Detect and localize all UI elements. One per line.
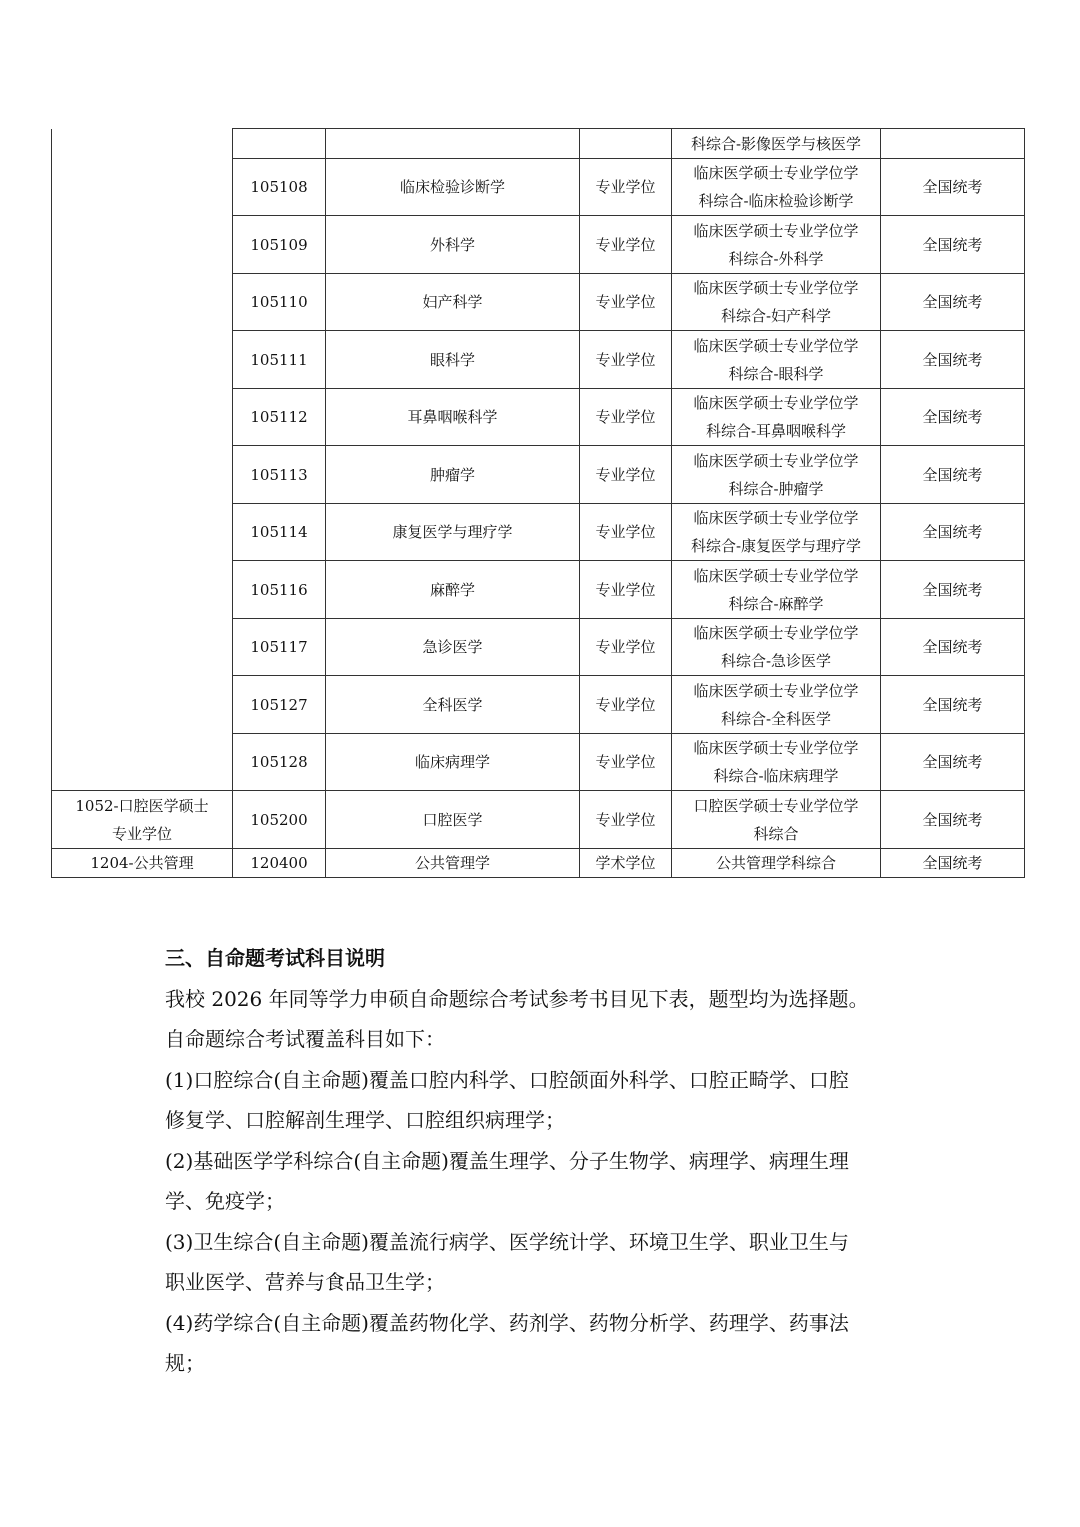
section-line: (1)口腔综合(自主命题)覆盖口腔内科学、口腔颌面外科学、口腔正畸学、口腔 <box>165 1067 849 1092</box>
exam-mode-cell: 全国统考 <box>881 561 1025 619</box>
type-cell: 专业学位 <box>580 389 672 446</box>
code-cell: 105113 <box>233 446 326 504</box>
cell-line: 临床医学硕士专业学位学 <box>693 221 859 240</box>
name-cell: 全科医学 <box>326 676 580 734</box>
cell-line: 临床医学硕士专业学位学 <box>693 624 859 642</box>
majors-table <box>51 128 1025 878</box>
name-cell: 急诊医学 <box>326 619 580 676</box>
exam-mode-cell: 全国统考 <box>881 389 1025 446</box>
exam-subject-cell: 公共管理学科综合 <box>672 849 881 878</box>
cell-line: 1052-口腔医学硕士 <box>75 796 209 815</box>
exam-mode-cell: 全国统考 <box>881 791 1025 849</box>
section-line: 规； <box>165 1351 205 1375</box>
category-cell <box>52 791 233 849</box>
section-line: 自命题综合考试覆盖科目如下： <box>165 1027 445 1051</box>
cell-line: 科综合-临床病理学 <box>713 767 839 785</box>
exam-mode-cell <box>881 129 1025 159</box>
exam-mode-cell: 全国统考 <box>881 849 1025 878</box>
cell-line: 科综合-妇产科学 <box>720 307 832 325</box>
exam-subject-cell <box>672 791 881 849</box>
type-cell: 专业学位 <box>580 216 672 274</box>
exam-mode-cell: 全国统考 <box>881 331 1025 389</box>
code-cell: 105111 <box>233 331 326 389</box>
cell-line: 临床医学硕士专业学位学 <box>693 509 859 527</box>
type-cell: 专业学位 <box>580 676 672 734</box>
cell-line: 临床医学硕士专业学位学 <box>693 739 859 757</box>
exam-subject-cell <box>672 561 881 619</box>
code-cell: 105127 <box>233 676 326 734</box>
exam-mode-cell: 全国统考 <box>881 216 1025 274</box>
majors-table-body <box>52 129 1025 878</box>
code-cell: 105116 <box>233 561 326 619</box>
type-cell: 专业学位 <box>580 446 672 504</box>
cell-line: 科综合-全科医学 <box>720 709 832 728</box>
exam-subject-cell <box>672 504 881 561</box>
exam-mode-cell: 全国统考 <box>881 504 1025 561</box>
type-cell: 专业学位 <box>580 504 672 561</box>
table-row-continued <box>52 129 1025 159</box>
type-cell: 专业学位 <box>580 619 672 676</box>
exam-mode-cell: 全国统考 <box>881 159 1025 216</box>
exam-subject-cell <box>672 331 881 389</box>
name-cell: 眼科学 <box>326 331 580 389</box>
exam-subject-cell <box>672 159 881 216</box>
cell-line: 临床医学硕士专业学位学 <box>693 336 859 355</box>
code-cell: 120400 <box>233 849 326 878</box>
type-cell: 专业学位 <box>580 734 672 791</box>
cell-line: 临床医学硕士专业学位学 <box>693 451 859 470</box>
cell-line: 临床医学硕士专业学位学 <box>693 394 859 412</box>
name-cell: 临床病理学 <box>326 734 580 791</box>
section-line: (2)基础医学学科综合(自主命题)覆盖生理学、分子生物学、病理学、病理生理 <box>165 1148 849 1173</box>
name-cell: 麻醉学 <box>326 561 580 619</box>
section-line: (3)卫生综合(自主命题)覆盖流行病学、医学统计学、环境卫生学、职业卫生与 <box>165 1229 849 1254</box>
cell-line: 科综合-临床检验诊断学 <box>698 192 854 210</box>
code-cell: 105112 <box>233 389 326 446</box>
type-cell: 专业学位 <box>580 561 672 619</box>
table-row-dental <box>52 791 1025 849</box>
code-cell: 105128 <box>233 734 326 791</box>
code-cell: 105114 <box>233 504 326 561</box>
exam-subject-cell <box>672 619 881 676</box>
name-cell: 耳鼻咽喉科学 <box>326 389 580 446</box>
code-cell: 105200 <box>233 791 326 849</box>
exam-mode-cell: 全国统考 <box>881 619 1025 676</box>
code-cell: 105108 <box>233 159 326 216</box>
exam-subject-cell <box>672 734 881 791</box>
code-cell: 105110 <box>233 274 326 331</box>
section-heading: 三、自命题考试科目说明 <box>165 946 385 970</box>
code-cell: 105117 <box>233 619 326 676</box>
cell-line: 科综合-康复医学与理疗学 <box>690 537 862 555</box>
code-cell <box>233 129 326 159</box>
section-line: 我校 2026 年同等学力申硕自命题综合考试参考书目见下表，题型均为选择题。 <box>165 986 869 1011</box>
exam-subject-cell <box>672 676 881 734</box>
exam-mode-cell: 全国统考 <box>881 734 1025 791</box>
cell-line: 科综合-外科学 <box>728 249 824 268</box>
type-cell <box>580 129 672 159</box>
section-line: 职业医学、营养与食品卫生学； <box>165 1270 445 1294</box>
type-cell: 专业学位 <box>580 791 672 849</box>
cell-line: 口腔医学硕士专业学位学 <box>693 796 859 815</box>
cell-line: 科综合 <box>753 824 799 843</box>
type-cell: 专业学位 <box>580 274 672 331</box>
cell-line: 临床医学硕士专业学位学 <box>693 566 859 585</box>
name-cell: 妇产科学 <box>326 274 580 331</box>
cell-line: 临床医学硕士专业学位学 <box>693 279 859 297</box>
exam-mode-cell: 全国统考 <box>881 274 1025 331</box>
section-line: 学、免疫学； <box>165 1189 285 1213</box>
exam-subject-cell <box>672 389 881 446</box>
exam-subject-cell <box>672 216 881 274</box>
name-cell: 肿瘤学 <box>326 446 580 504</box>
name-cell: 康复医学与理疗学 <box>326 504 580 561</box>
category-cell: 1204-公共管理 <box>52 849 233 878</box>
type-cell: 专业学位 <box>580 159 672 216</box>
category-cell-continued <box>52 129 233 791</box>
cell-line: 科综合-眼科学 <box>728 364 824 383</box>
cell-line: 临床医学硕士专业学位学 <box>693 681 859 700</box>
type-cell: 专业学位 <box>580 331 672 389</box>
cell-line: 科综合-肿瘤学 <box>728 479 824 498</box>
cell-line: 科综合-麻醉学 <box>728 594 824 613</box>
name-cell: 临床检验诊断学 <box>326 159 580 216</box>
cell-line: 科综合-耳鼻咽喉科学 <box>705 422 847 440</box>
section-line: (4)药学综合(自主命题)覆盖药物化学、药剂学、药物分析学、药理学、药事法 <box>165 1310 849 1335</box>
name-cell <box>326 129 580 159</box>
exam-mode-cell: 全国统考 <box>881 676 1025 734</box>
table-row-public <box>52 849 1025 878</box>
cell-line: 专业学位 <box>111 824 172 843</box>
exam-subject-cell <box>672 274 881 331</box>
code-cell: 105109 <box>233 216 326 274</box>
exam-subject-cell: 科综合-影像医学与核医学 <box>672 129 881 159</box>
type-cell: 学术学位 <box>580 849 672 878</box>
exam-mode-cell: 全国统考 <box>881 446 1025 504</box>
name-cell: 口腔医学 <box>326 791 580 849</box>
exam-subject-cell <box>672 446 881 504</box>
exam-subject-explanation <box>165 938 925 1384</box>
name-cell: 外科学 <box>326 216 580 274</box>
cell-line: 临床医学硕士专业学位学 <box>693 164 859 182</box>
cell-line: 科综合-急诊医学 <box>720 652 832 670</box>
section-body <box>165 979 925 1384</box>
name-cell: 公共管理学 <box>326 849 580 878</box>
section-line: 修复学、口腔解剖生理学、口腔组织病理学； <box>165 1108 565 1132</box>
